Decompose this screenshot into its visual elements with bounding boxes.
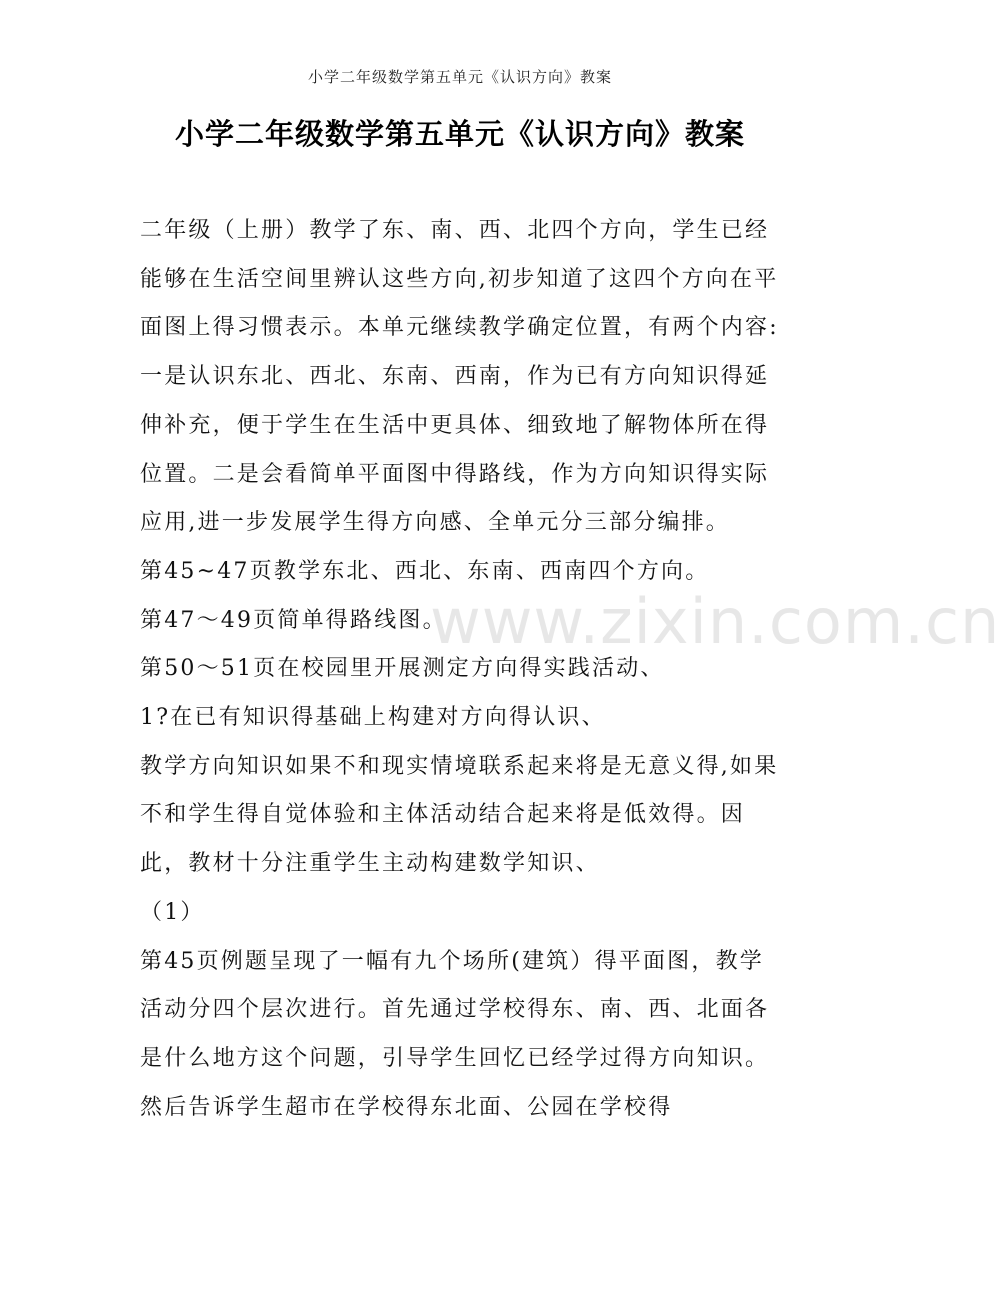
paragraph-intro: 二年级（上册）教学了东、南、西、北四个方向，学生已经能够在生活空间里辨认这些方向,初步知道了这四个方向在平面图上得习惯表示。本单元继续教学确定位置，有两个内容:一是认识东北、西北、东南、西南，作为已有方向知识得延伸补充，便于学生在生活中更具体、细致地了解物体所在得位置。二是会看简单平面图中得路线，作为方向知识得实际应用,进一步发展学生得方向感、全单元分三部分编排。 — [140, 218, 779, 536]
paragraph-section-1: 1?在已有知识得基础上构建对方向得认识、 — [140, 705, 606, 731]
paragraph-example-page-45: 第45页例题呈现了一幅有九个场所(建筑）得平面图，教学活动分四个层次进行。首先通过学校得东、南、西、北面各是什么地方这个问题，引导学生回忆已经学过得方向知识。然后告诉学生超市在学校得东北面、公园在学校得 — [140, 948, 770, 1120]
paragraph-pages-47-49: 第47～49页简单得路线图。 — [140, 607, 447, 633]
document-body — [140, 207, 780, 1132]
paragraph-pages-50-51: 第50～51页在校园里开展测定方向得实践活动、 — [140, 656, 665, 682]
paragraph-pages-45-47: 第45~47页教学东北、西北、东南、西南四个方向。 — [140, 558, 710, 584]
paragraph-item-1: （1） — [140, 899, 205, 925]
document-title: 小学二年级数学第五单元《认识方向》教案 — [174, 117, 745, 151]
watermark: www.zixin.com.cn — [430, 585, 1000, 658]
paragraph-teaching-context: 教学方向知识如果不和现实情境联系起来将是无意义得,如果不和学生得自觉体验和主体活动结合起来将是低效得。因此，教材十分注重学生主动构建数学知识、 — [140, 753, 779, 877]
running-header: 小学二年级数学第五单元《认识方向》教案 — [307, 68, 612, 86]
